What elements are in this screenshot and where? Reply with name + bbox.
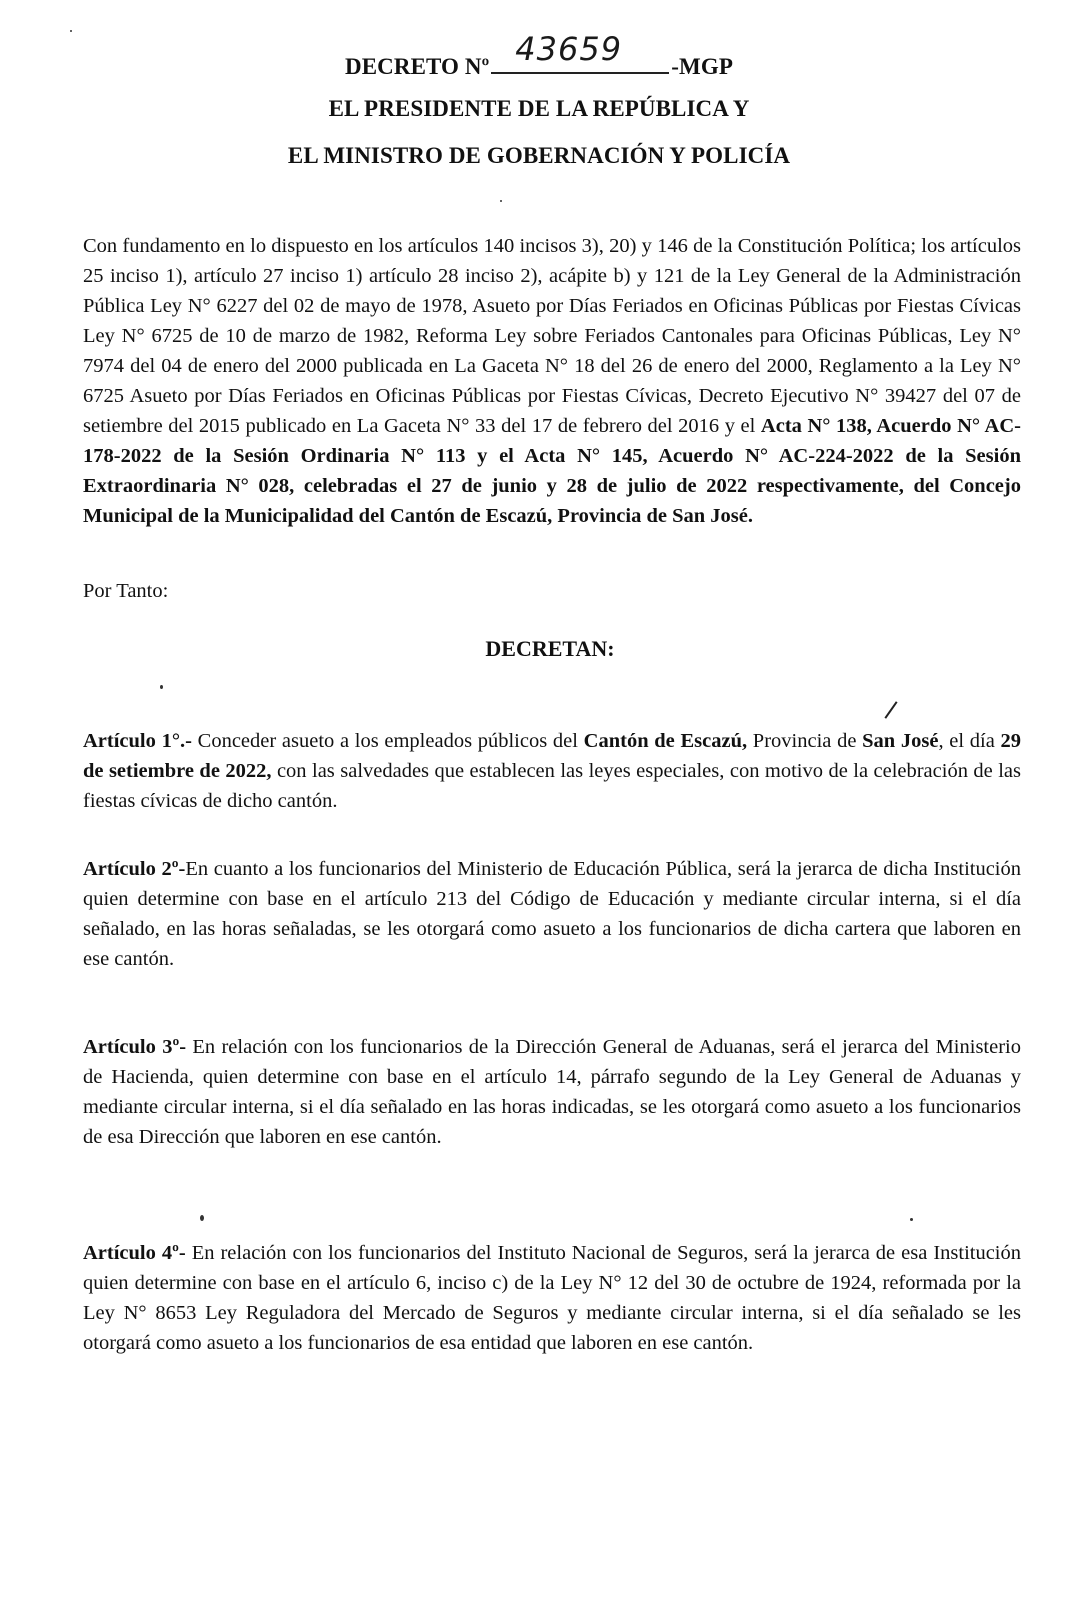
article-1: Artículo 1°.- Conceder asueto a los empleados públicos del Cantón de Escazú, Provincia de San José, el día 29 de setiembre de 2022, con las salvedades que establecen las leyes especiales, con motivo de la celebración de las fiestas cívicas de dicho cantón. [83, 730, 1021, 812]
scan-speck [200, 1215, 204, 1221]
heading-minister: EL MINISTRO DE GOBERNACIÓN Y POLICÍA [287, 143, 791, 168]
article-3 [83, 1032, 1021, 1152]
scan-speck [70, 30, 72, 32]
scan-speck [910, 1218, 913, 1221]
handwritten-check-mark [884, 701, 897, 719]
heading-president: EL PRESIDENTE DE LA REPÚBLICA Y [328, 96, 750, 121]
article-4-text: En relación con los funcionarios del Instituto Nacional de Seguros, será la jerarca de esa Institución quien determine con base en el artículo 6, inciso c) de la Ley N° 12 del 30 de octubre de 1924, reformada por la Ley N° 8653 Ley Reguladora del Mercado de Seguros y mediante circular interna, si el día señalado se les otorgará como asueto a los funcionarios de esa entidad que laboren en ese cantón. [83, 1242, 1022, 1354]
preamble-bold-text: Acta N° 138, Acuerdo N° AC-178-2022 de la Sesión Ordinaria N° 113 y el Acta N° 145, Acuerdo N° AC-224-2022 de la Sesión Extraordinaria N° 028, celebradas el 27 de junio y 28 de julio de 2022 respectivamente, del Concejo Municipal de la Municipalidad del Cantón de Escazú, Provincia de San José. [83, 415, 1021, 527]
decree-number-heading [0, 30, 1078, 80]
por-tanto: Por Tanto: [83, 580, 169, 602]
article-2-text: En cuanto a los funcionarios del Ministerio de Educación Pública, será la jerarca de dicha Institución quien determine con base en el artículo 213 del Código de Educación y mediante circular interna, si el día señalado, en las horas señaladas, se les otorgará como asueto a los funcionarios de dicha cartera que laboren en ese cantón. [83, 858, 1022, 970]
decretan-heading: DECRETAN: [485, 636, 615, 661]
article-3-text: En relación con los funcionarios de la Dirección General de Aduanas, será el jerarca del Ministerio de Hacienda, quien determine con base en el artículo 14, párrafo segundo de la Ley General de Aduanas y mediante circular interna, si el día señalado en las horas indicadas, se les otorgará como asueto a los funcionarios de esa Dirección que laboren en ese cantón. [83, 1036, 1021, 1148]
scan-speck [160, 685, 163, 689]
preamble-text: Con fundamento en lo dispuesto en los artículos 140 incisos 3), 20) y 146 de la Constitución Política; los artículos 25 inciso 1), artículo 27 inciso 1) artículo 28 inciso 2), acápite b) y 121 de la Ley General de la Administración Pública Ley N° 6227 del 02 de mayo de 1978, Asueto por Días Feriados en Oficinas Públicas por Fiestas Cívicas Ley N° 6725 de 10 de marzo de 1982, Reforma Ley sobre Feriados Cantonales para Oficinas Públicas, Ley N° 7974 del 04 de enero del 2000 publicada en La Gaceta N° 18 del 26 de enero del 2000, Reglamento a la Ley N° 6725 Asueto por Días Feriados en Oficinas Públicas por Fiestas Cívicas, Decreto Ejecutivo N° 39427 del 07 de setiembre del 2015 publicado en La Gaceta N° 33 del 17 de febrero del 2016 y el [83, 235, 1021, 437]
article-4-label: Artículo 4º- [83, 1242, 186, 1264]
decree-number-handwritten: 43659 [491, 50, 669, 74]
article-2-label: Artículo 2º- [83, 858, 186, 880]
scan-speck [500, 200, 502, 202]
article-2 [83, 854, 1021, 974]
decree-prefix: DECRETO Nº [345, 54, 490, 79]
decree-suffix: -MGP [671, 54, 733, 79]
article-3-label: Artículo 3º- [83, 1036, 187, 1058]
preamble-paragraph [83, 231, 1021, 531]
article-1-label: Artículo 1°.- [83, 730, 192, 752]
article-4 [83, 1238, 1021, 1358]
